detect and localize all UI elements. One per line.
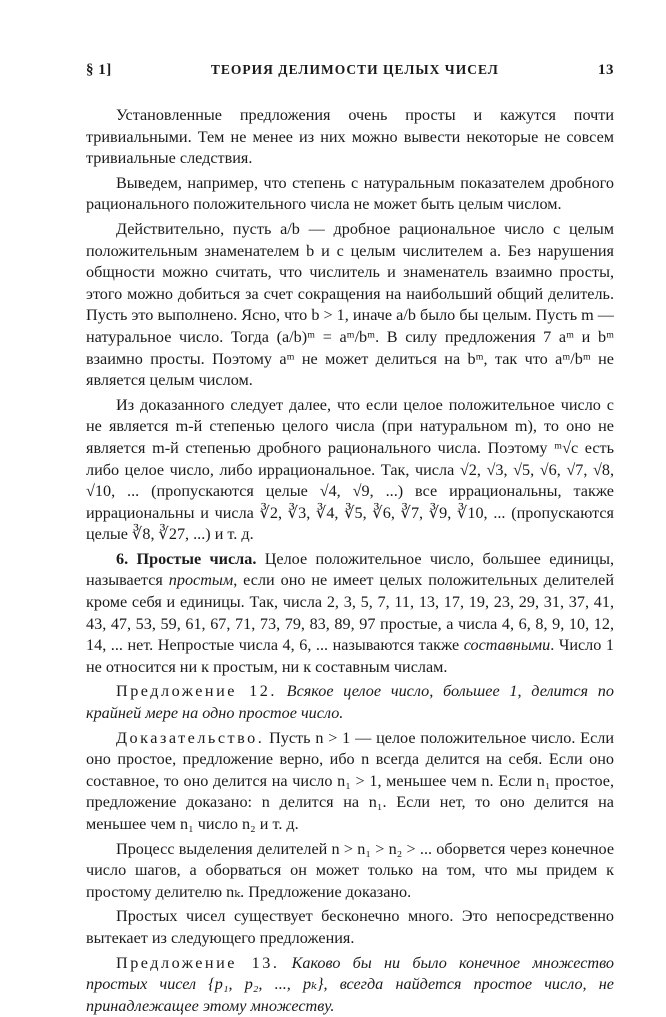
- paragraph-6: Процесс выделения делителей n > n₁ > n₂ > ... оборвется через конечное число шагов, а оборваться он может только на том, что мы придем к простому делителю nₖ. Предложение доказано.: [86, 839, 614, 901]
- term-composite: составными: [463, 636, 551, 655]
- term-prime: простым: [168, 571, 234, 590]
- paragraph-7: Простых чисел существует бесконечно много. Это непосредственно вытекает из следующего предложения.: [86, 907, 614, 947]
- paragraph-4: Из доказанного следует далее, что если целое положительное число c не является m-й степенью целого числа (при натуральном m), то оно не является m-й степенью дробного рационального числа. Поэтому ᵐ√c есть либо целое число, либо иррациональное. Так, числа √2, √3, √5, √6, √7, √8, √10, ... (пропускаются целые √4, √9, ...) все иррациональны, также иррациональны и числа ∛2, ∛3, ∛4, ∛5, ∛6, ∛7, ∛9, ∛10, ... (пропускаются целые ∛8, ∛27, ...) и т. д.: [86, 395, 614, 544]
- proposition-13-label: Предложение 13.: [116, 953, 280, 972]
- proposition-12-text: Всякое целое число, большее 1, делится по крайней мере на одно простое число.: [86, 682, 614, 723]
- paragraph-2: Выведем, например, что степень с натуральным показателем дробного рационального положительного числа не может быть целым числом.: [86, 173, 614, 214]
- page-number: 13: [598, 62, 614, 78]
- proposition-13-text: Каково бы ни было конечное множество простых чисел {p₁, p₂, ..., pₖ}, всегда найдется простое число, не принадлежащее этому множеству.: [86, 953, 614, 1015]
- proof-text: Пусть n > 1 — целое положительное число. Если оно простое, предложение верно, ибо n всегда делится на себя. Если оно составное, то оно делится на число n₁ > 1, меньшее чем n. Если n₁ простое, предложение доказано: n делится на n₁. Если нет, то оно делится на меньшее чем n₁ число n₂ и т. д.: [86, 728, 614, 833]
- section-heading-primes: 6. Простые числа.: [116, 549, 257, 568]
- paragraph-3: Действительно, пусть a/b — дробное рациональное число с целым положительным знаменателем b и с целым числителем a. Без нарушения общности можно считать, что числитель и знаменатель взаимно просты, этого можно добиться за счет сокращения на наибольший общий делитель. Пусть это выполнено. Ясно, что b > 1, иначе a/b было бы целым. Пусть m — натуральное число. Тогда (a/b)ᵐ = aᵐ/bᵐ. В силу предложения 7 aᵐ и bᵐ взаимно просты. Поэтому aᵐ не может делиться на bᵐ, так что aᵐ/bᵐ не является целым числом.: [86, 219, 614, 390]
- running-header: [86, 62, 614, 79]
- proof-label: Доказательство.: [116, 728, 265, 747]
- body-text: [86, 105, 614, 1017]
- paragraph-1: Установленные предложения очень просты и кажутся почти тривиальными. Тем не менее из них можно вывести некоторые не совсем тривиальные следствия.: [86, 106, 614, 168]
- section-mark: § 1]: [86, 62, 112, 78]
- proposition-12-label: Предложение 12.: [116, 682, 277, 701]
- proposition-12: [86, 681, 614, 724]
- proposition-13: [86, 953, 614, 1017]
- paragraph-primes: 6. Простые числа. Целое положительное число, большее единицы, называется простым, если оно не имеет целых положительных делителей кроме себя и единицы. Так, числа 2, 3, 5, 7, 11, 13, 17, 19, 23, 29, 31, 37, 41, 43, 47, 53, 59, 61, 67, 71, 73, 79, 83, 89, 97 простые, а числа 4, 6, 8, 9, 10, 12, 14, ... нет. Непростые числа 4, 6, ... называются также составными. Число 1 не относится ни к простым, ни к составным числам.: [86, 549, 614, 676]
- proof: [86, 728, 614, 836]
- chapter-title: ТЕОРИЯ ДЕЛИМОСТИ ЦЕЛЫХ ЧИСЕЛ: [210, 62, 499, 77]
